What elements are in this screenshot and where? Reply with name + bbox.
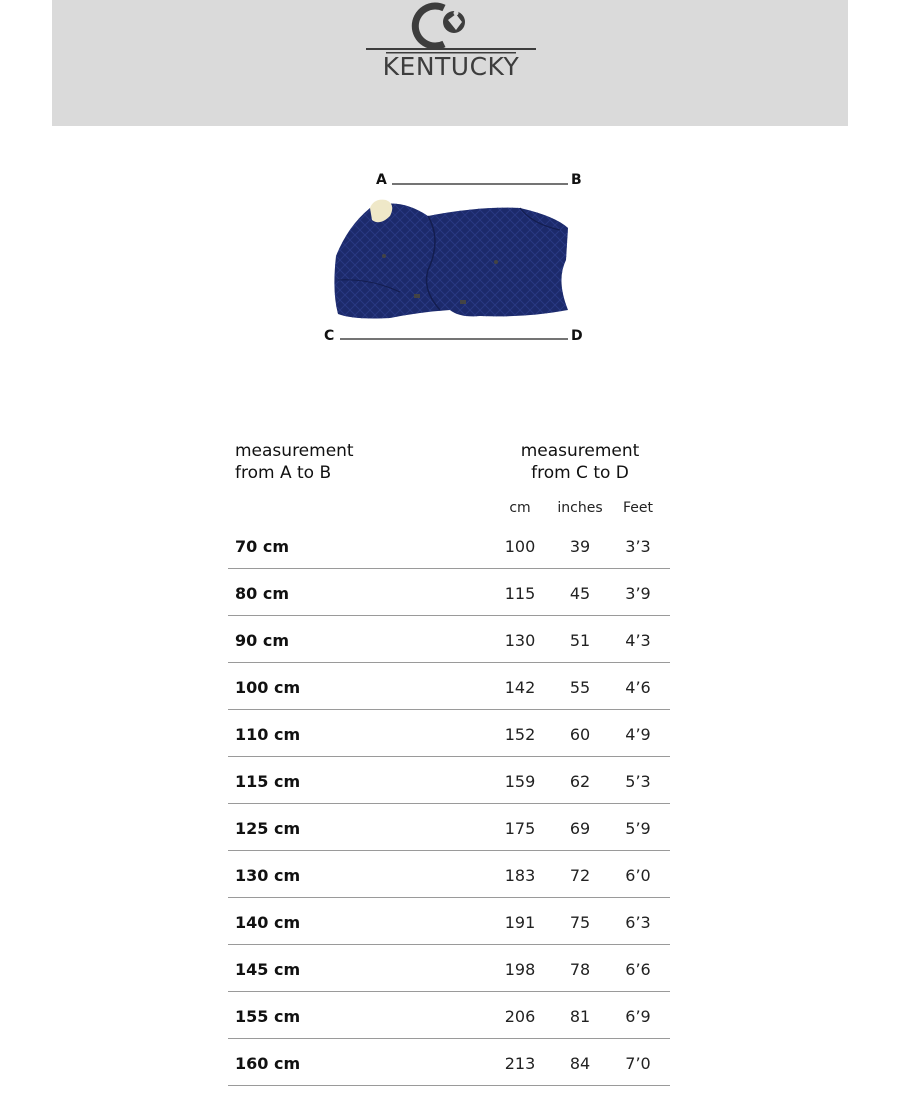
table-row bbox=[228, 910, 670, 957]
table-row bbox=[228, 722, 670, 769]
table-row bbox=[228, 816, 670, 863]
row-divider bbox=[228, 756, 670, 757]
table-row bbox=[228, 628, 670, 675]
row-size: 145 cm bbox=[235, 960, 301, 979]
row-feet: 5’9 bbox=[625, 819, 651, 838]
row-cm: 152 bbox=[504, 725, 536, 744]
row-feet: 3’9 bbox=[625, 584, 651, 603]
row-size: 140 cm bbox=[235, 913, 301, 932]
row-divider bbox=[228, 1085, 670, 1086]
table-row bbox=[228, 957, 670, 1004]
row-size: 100 cm bbox=[235, 678, 301, 697]
row-divider bbox=[228, 944, 670, 945]
table-row bbox=[228, 769, 670, 816]
table-row bbox=[228, 534, 670, 581]
table-row bbox=[228, 1051, 670, 1098]
row-size: 125 cm bbox=[235, 819, 301, 838]
header-ab bbox=[235, 440, 354, 484]
row-inches: 81 bbox=[569, 1007, 591, 1026]
row-feet: 4’3 bbox=[625, 631, 651, 650]
row-inches: 72 bbox=[569, 866, 591, 885]
unit-inches: inches bbox=[557, 500, 603, 516]
header-cd bbox=[500, 440, 660, 484]
point-c-label: C bbox=[324, 328, 335, 344]
row-size: 110 cm bbox=[235, 725, 301, 744]
point-d-label: D bbox=[571, 328, 583, 344]
row-feet: 7’0 bbox=[625, 1054, 651, 1073]
unit-cm: cm bbox=[509, 500, 531, 516]
header-ab-line1: measurement bbox=[235, 441, 354, 461]
header-cd-line1: measurement bbox=[520, 441, 640, 461]
row-inches: 55 bbox=[569, 678, 591, 697]
row-divider bbox=[228, 803, 670, 804]
table-row bbox=[228, 1004, 670, 1051]
row-feet: 4’6 bbox=[625, 678, 651, 697]
row-inches: 60 bbox=[569, 725, 591, 744]
row-inches: 62 bbox=[569, 772, 591, 791]
header-ab-line2: from A to B bbox=[235, 463, 332, 483]
rug-illustration bbox=[310, 160, 610, 360]
table-row bbox=[228, 675, 670, 722]
row-size: 130 cm bbox=[235, 866, 301, 885]
table-row bbox=[228, 863, 670, 910]
row-size: 155 cm bbox=[235, 1007, 301, 1026]
row-cm: 206 bbox=[504, 1007, 536, 1026]
row-feet: 6’9 bbox=[625, 1007, 651, 1026]
row-feet: 6’6 bbox=[625, 960, 651, 979]
row-inches: 45 bbox=[569, 584, 591, 603]
rug-diagram bbox=[310, 160, 610, 360]
row-size: 115 cm bbox=[235, 772, 301, 791]
kentucky-logo-icon bbox=[356, 0, 546, 100]
point-a-label: A bbox=[376, 172, 387, 188]
row-feet: 6’0 bbox=[625, 866, 651, 885]
row-cm: 198 bbox=[504, 960, 536, 979]
row-inches: 78 bbox=[569, 960, 591, 979]
header-cd-line2: from C to D bbox=[531, 463, 629, 483]
brand-wordmark: KENTUCKY bbox=[382, 52, 520, 81]
row-inches: 75 bbox=[569, 913, 591, 932]
row-cm: 175 bbox=[504, 819, 536, 838]
row-feet: 4’9 bbox=[625, 725, 651, 744]
point-b-label: B bbox=[571, 172, 582, 188]
row-divider bbox=[228, 615, 670, 616]
row-cm: 183 bbox=[504, 866, 536, 885]
row-divider bbox=[228, 897, 670, 898]
row-divider bbox=[228, 709, 670, 710]
row-cm: 100 bbox=[504, 537, 536, 556]
row-size: 90 cm bbox=[235, 631, 289, 650]
row-cm: 130 bbox=[504, 631, 536, 650]
row-divider bbox=[228, 568, 670, 569]
row-inches: 84 bbox=[569, 1054, 591, 1073]
row-size: 80 cm bbox=[235, 584, 289, 603]
table-row bbox=[228, 581, 670, 628]
row-size: 70 cm bbox=[235, 537, 289, 556]
row-feet: 5’3 bbox=[625, 772, 651, 791]
row-cm: 142 bbox=[504, 678, 536, 697]
row-divider bbox=[228, 850, 670, 851]
row-size: 160 cm bbox=[235, 1054, 301, 1073]
row-cm: 159 bbox=[504, 772, 536, 791]
row-inches: 39 bbox=[569, 537, 591, 556]
row-inches: 69 bbox=[569, 819, 591, 838]
row-feet: 6’3 bbox=[625, 913, 651, 932]
row-divider bbox=[228, 1038, 670, 1039]
row-divider bbox=[228, 662, 670, 663]
row-divider bbox=[228, 991, 670, 992]
row-cm: 191 bbox=[504, 913, 536, 932]
row-inches: 51 bbox=[569, 631, 591, 650]
unit-feet: Feet bbox=[622, 500, 653, 516]
row-cm: 213 bbox=[504, 1054, 536, 1073]
row-cm: 115 bbox=[504, 584, 536, 603]
row-feet: 3’3 bbox=[625, 537, 651, 556]
